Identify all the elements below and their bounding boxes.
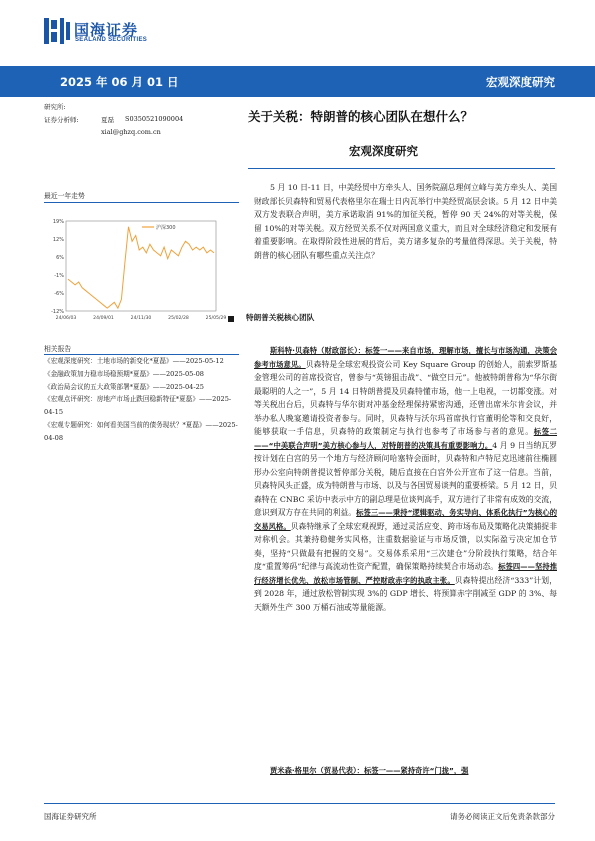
analyst-name: 夏磊: [101, 116, 114, 124]
bessent-label: 斯科特·贝森特（财政部长）：标签一——来自市场，理解市场，擅长与市场沟通，决策会参考市场意见。: [254, 346, 557, 369]
section-heading-text: 特朗普关税核心团队: [246, 313, 315, 322]
footer-disclaimer: 请务必阅读正文后免责条款部分: [450, 812, 555, 821]
y-tick-label: -12%: [51, 309, 64, 315]
related-report-item[interactable]: 《宏观点评研究：房地产市场止跌回稳新特征*夏磊》——2025-04-15: [44, 395, 232, 417]
report-category: 宏观深度研究: [486, 75, 555, 89]
logo-mark-icon: [44, 18, 70, 44]
legend-label: 沪深300: [156, 225, 176, 231]
logo-name-en: SEALAND SECURITIES: [75, 37, 148, 43]
analyst-role-label: 证券分析师:: [44, 116, 79, 124]
greer-block: [254, 764, 557, 778]
section-heading: [228, 312, 558, 326]
bessent-tag-2: 标签二——“中美联合声明”美方核心参与人，对特朗普的决策具有重要影响力。: [254, 427, 558, 450]
bessent-paragraph-1: 贝森特是全球宏观投资公司 Key Square Group 的创始人，前索罗斯基金管理公司的首席投资官，曾参与“英镑狙击战”、“做空日元”。他被特朗普称为“华尔街最聪明的人之一”，5 月 14 日特朗普提及贝森特懂市场，他一上电视，一切都变涨。对等关税出台后，贝森特与华尔街对冲基金经理保持紧密沟通，还曾出席米尔肯会议，并举办私人晚宴邀请投资者参与。同时，贝森特与沃尔玛首席执行官董明伦等和交良好，能够获取一手信息，贝森特的政策制定与执行也参考了市场参与者的意见。: [254, 359, 557, 436]
y-tick-label: 12%: [52, 237, 64, 243]
y-tick-label: -6%: [54, 291, 64, 297]
bessent-paragraph-4: 贝森特提出经济“333”计划，到 2028 年，通过放松管制实现 3%的 GDP 增长、将预算赤字削减至 GDP 的 3%、每天额外生产 300 万桶石油或等量能源。: [254, 575, 557, 612]
chart-frame: [66, 221, 216, 311]
bessent-tag-3: 标签三——秉持“逻辑驱动、务实导向、体系化执行”为核心的交易风格。: [254, 508, 558, 531]
trend-divider: [44, 202, 239, 203]
footer-divider: [44, 803, 555, 804]
report-date: 2025 年 06 月 01 日: [60, 75, 179, 89]
related-report-item[interactable]: 《金融政策加力稳市场稳预期*夏磊》——2025-05-08: [44, 369, 205, 378]
related-report-item[interactable]: 《政治局会议的五大政策部署*夏磊》——2025-04-25: [44, 382, 205, 391]
header-bar: [0, 66, 595, 97]
y-tick-label: -1%: [54, 273, 64, 279]
x-tick-label: 24/11/30: [130, 316, 152, 321]
related-report-item[interactable]: 《宏观专题研究：如何看美国当前的债务现状？*夏磊》——2025-04-08: [44, 420, 238, 442]
report-subtitle: 宏观深度研究: [349, 144, 418, 158]
trend-title: 最近一年走势: [44, 192, 85, 200]
x-tick-label: 25/02/28: [168, 316, 189, 321]
x-tick-label: 25/05/29: [205, 316, 227, 321]
bessent-block: [254, 344, 557, 614]
intro-block: [254, 181, 557, 262]
bessent-paragraph-2: 4 月 9 日当纳瓦罗按计划在白宫的另一个地方与经济顾问哈塞特会面时，贝森特和卢特尼克迅速前往椭圆形办公室向特朗普提议暂停部分关税，随后直接在白宫外公开宣布了这一信息。当前，贝森特风头正盛，成为特朗普与市场、以及与各国贸易谈判的重要桥梁。5 月 12 日，贝森特在 CNBC 采访中表示中方的副总理是位谈判高手，双方进行了非常有成效的交流，意识到双方存在共同的利益。: [254, 440, 558, 517]
analyst-line: [44, 115, 234, 127]
bessent-paragraph-3: 贝森特继承了全球宏观视野，通过灵活应变、跨市场布局及策略化决策捕捉非对称机会。其兼持稳健务实风格，注重数据验证与市场反馈，以实际盈亏决定加仓节奏，坚持“只做最有把握的交易”。交易体系采用“三次建仓”分阶段执行策略，结合年度“重置筹码”纪律与高流动性资产配置，确保策略持续契合市场动态。: [254, 521, 557, 571]
analyst-cert: S0350521090004: [125, 115, 184, 123]
trend-chart: [44, 213, 227, 328]
related-report-item[interactable]: 《宏观深度研究：土地市场的新变化*夏磊》——2025-05-12: [44, 357, 224, 365]
greer-label: 贾米森·格里尔（贸易代表）：标签一——紧持奇许“门拢”，强: [270, 766, 469, 775]
x-tick-label: 24/06/03: [55, 316, 77, 321]
intro-paragraph: 5 月 10 日-11 日，中美经贸中方牵头人、国务院副总理何立峰与美方牵头人、美国财政部长贝森特和贸易代表格里尔在瑞士日内瓦举行中美经贸高层会谈。5 月 12 日中美双方发表联合声明，美方承诺取消 91%的加征关税，暂停 90 天 24%的对等关税，保留 10%的对等关税。双方经贸关系不仅对两国意义重大，而且对全球经济稳定和发展有着重要影响。在取得阶段性进展的背后，美方诸多复杂的考量值得深思。关于关税，特朗普的核心团队有哪些重点关注点？: [254, 183, 558, 260]
y-tick-label: 6%: [56, 255, 64, 261]
series-line: [68, 227, 214, 308]
title-divider: [248, 168, 555, 169]
company-logo: [44, 18, 164, 48]
analyst-email[interactable]: xial@ghzq.com.cn: [101, 128, 161, 136]
logo-name-cn: 国海证券: [74, 21, 139, 39]
bullet-square-icon: [228, 316, 234, 322]
related-title: 相关报告: [44, 345, 72, 353]
x-tick-label: 24/09/01: [93, 316, 114, 321]
dept-label: 研究所:: [44, 103, 66, 111]
footer-org: 国海证券研究所: [44, 812, 97, 821]
report-title: 关于关税：特朗普的核心团队在想什么？: [248, 109, 474, 124]
bessent-tag-4: 标签四——坚持推行经济增长优先、放松市场管制、严控财政赤字的执政主张。: [254, 562, 557, 585]
related-reports-list: [44, 355, 239, 445]
y-tick-label: 19%: [52, 219, 64, 225]
